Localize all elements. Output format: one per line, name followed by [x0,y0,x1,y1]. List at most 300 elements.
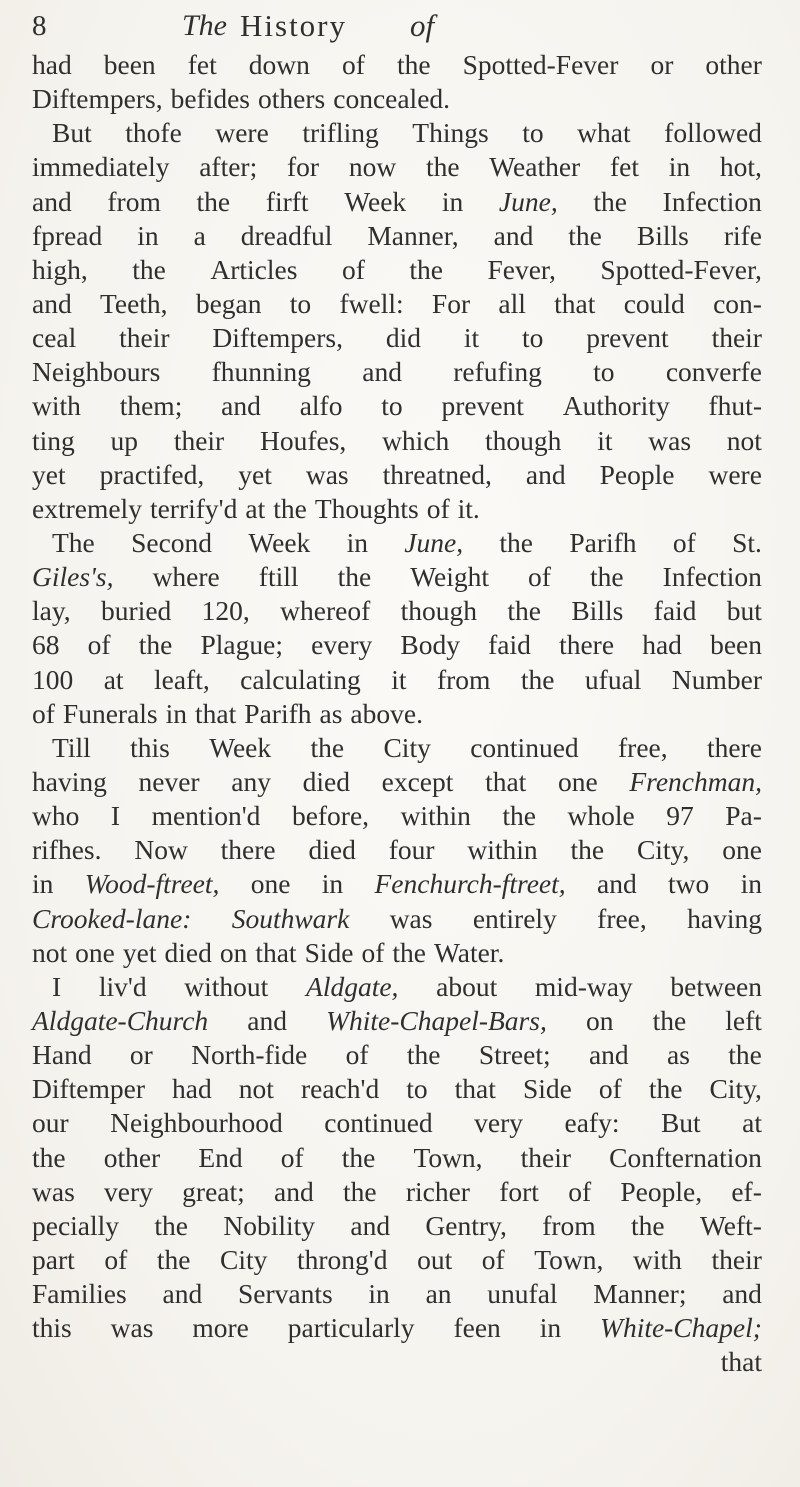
word: them; [119,390,183,422]
word: yet [238,458,272,490]
word: in [368,1278,390,1310]
text-line [32,1038,762,1072]
body-text [32,48,762,1379]
word: above. [350,697,423,729]
word: to [522,117,544,149]
word: fet [609,151,639,183]
word: richer [405,1175,470,1207]
word: one [75,936,115,968]
word: Frenchman, [629,765,762,797]
text-line [32,628,762,662]
word: Body [400,629,460,661]
word: that [454,1073,496,1105]
word: the [502,800,536,832]
text-line [32,663,762,697]
word: free, [597,902,647,934]
word: this [32,1312,72,1344]
word: calculating [240,663,361,695]
word: died [164,936,212,968]
word: the [425,151,460,183]
word: Side [304,936,354,968]
text-line [32,902,762,936]
word: followed [664,117,762,149]
word: within [467,834,538,866]
word: of [341,253,365,285]
word: Town, [413,1141,483,1173]
word: prevent [586,322,669,354]
word: from [542,1209,596,1241]
text-line [32,560,762,594]
word: leaft, [153,663,210,695]
word: of [32,697,55,729]
word: the [396,49,431,80]
word: the [32,1141,66,1173]
word: to [593,356,615,388]
word: converfe [665,356,762,388]
word: now [348,151,397,183]
word: End [198,1141,243,1173]
word: I [52,970,62,1002]
word: entirely [472,902,557,934]
word: Infection [662,185,762,217]
word: died [308,834,356,866]
word: Side [522,1073,572,1105]
word: the [652,1004,687,1036]
word: and [32,287,72,319]
word: Manner; [593,1278,687,1310]
word: ceal [32,322,77,354]
word: there [559,629,615,661]
word: of [568,1175,592,1207]
word: Neighbourhood [110,1107,283,1139]
word: there [706,731,762,763]
word: City, [709,1073,762,1105]
word: though [485,424,562,456]
word: in [539,1312,562,1344]
word: it. [457,492,480,524]
word: But [660,1107,701,1139]
word: Houfes, [259,424,347,456]
running-title-history: History [240,8,347,43]
word: the [593,185,627,217]
word: and [596,868,637,900]
word: though [400,595,477,627]
text-line [32,833,762,867]
word: lay, [32,595,71,627]
text-line [32,970,762,1004]
word: Wood-ftreet, [84,868,220,900]
word: North-fide [191,1039,308,1071]
word: 120, [201,595,250,627]
text-line [32,116,762,150]
word: it [391,663,407,695]
text-line [32,287,762,321]
word: every [311,629,373,661]
word: not [238,1073,274,1105]
word: Diftempers, [212,322,343,354]
word: Pa- [725,800,762,832]
word: trifling [302,117,379,149]
word: in [321,868,344,900]
word: White-Chapel-Bars, [326,1004,547,1036]
word: had [642,629,682,661]
word: having [687,902,762,934]
word: in [32,868,54,900]
word: Thoughts [314,492,419,524]
word: been [103,49,156,80]
word: and [362,356,402,388]
word: Families [32,1278,127,1310]
word: our [32,1107,69,1139]
word: Authority [562,390,670,422]
word: two [668,868,710,900]
text-line [32,1175,762,1209]
word: the [507,595,541,627]
word: other [103,1141,161,1173]
word: or [129,1039,153,1071]
word: an [425,1278,452,1310]
word: fwell: [339,287,404,319]
word: their [711,1243,762,1275]
word: dreadful [240,219,333,251]
word: in [346,526,368,558]
word: one [557,765,598,797]
word: and [493,219,534,251]
word: the [499,526,534,558]
word: fort [499,1175,539,1207]
text-line [32,765,762,799]
word: the [392,936,426,968]
text-line [32,253,762,287]
word: reach'd [300,1073,380,1105]
word: of [426,492,450,524]
word: left [725,1004,762,1036]
word: except [381,765,454,797]
page-number: 8 [32,10,47,42]
word: Plague; [200,629,283,661]
word: of [345,1039,369,1071]
word: of [280,1141,304,1173]
word: Town, [534,1243,604,1275]
word: Infection [662,561,762,593]
word: and [162,1278,203,1310]
word: part [32,1243,75,1275]
text-line [32,82,762,116]
word: at [103,663,124,695]
word: feen [453,1312,501,1344]
word: particularly [287,1312,415,1344]
word: Week [209,731,272,763]
word: the [196,185,231,217]
word: very [474,1107,524,1139]
word: their [711,322,762,354]
word: Southwark [231,902,350,934]
word: and [32,185,72,217]
word: 100 [32,663,74,695]
word: for [286,151,320,183]
word: it [597,424,613,456]
word: at [245,492,266,524]
running-head [32,4,752,48]
word: Fever, [487,253,556,285]
catchword [32,1345,762,1379]
word: the [156,1243,191,1275]
word: was [305,458,349,490]
word: their [520,1141,572,1173]
word: Water. [434,936,505,968]
word: City [220,1243,268,1275]
word: and [350,1209,391,1241]
word: Spotted-Fever, [600,253,762,285]
word: Street; [478,1039,551,1071]
word: rife [723,219,762,251]
word: and [247,1004,287,1036]
word: the [409,253,443,285]
word: the [648,1073,683,1105]
word: from [107,185,161,217]
word: that [255,936,297,968]
running-title-of: of [410,8,435,43]
word: continued [470,731,579,763]
word: Till [52,731,91,763]
word: out [417,1243,453,1275]
word: the [341,1141,376,1173]
word: Crooked-lane: [32,902,192,934]
word: about [436,970,498,1002]
word: never [138,765,200,797]
word: and [588,1039,629,1071]
text-line [32,1277,762,1311]
word: rifhes. [32,834,102,866]
text-line [32,1311,762,1345]
word: Week [344,185,407,217]
word: their [119,322,170,354]
word: mention'd [151,800,261,832]
word: within [400,800,471,832]
word: who [32,800,80,832]
word: the [590,561,624,593]
word: hot, [719,151,762,183]
word: Servants [237,1278,333,1310]
word: of [87,629,111,661]
word: that [720,1346,762,1378]
word: other [705,49,762,80]
word: Giles's, [32,561,114,593]
word: the [138,629,173,661]
word: but [726,595,762,627]
word: in [137,219,159,251]
word: The [52,526,95,558]
word: Gentry, [425,1209,507,1241]
word: of [361,936,385,968]
word: or [650,49,674,80]
word: continued [324,1107,433,1139]
word: Second [131,526,213,558]
word: down [248,49,310,80]
word: ufual [584,663,642,695]
word: without [184,970,269,1002]
word: People, [620,1175,703,1207]
text-line [32,526,762,560]
word: the [342,1175,377,1207]
word: was [110,1312,154,1344]
word: to [381,390,403,422]
word: Nobility [223,1209,316,1241]
word: the [728,1039,762,1071]
word: were [708,458,762,490]
text-line [32,1209,762,1243]
word: at [742,1107,762,1139]
word: of [598,1073,622,1105]
text-line [32,1243,762,1277]
word: the [570,834,605,866]
word: Weft- [699,1209,762,1241]
word: Now [134,834,188,866]
word: of [672,526,696,558]
word: that [485,765,527,797]
word: been [710,629,762,661]
word: and [722,1278,762,1310]
word: ftill [258,561,299,593]
word: as [319,697,343,729]
text-line [32,799,762,833]
text-line [32,185,762,219]
word: liv'd [98,970,147,1002]
word: ef- [731,1175,762,1207]
word: was [32,1175,75,1207]
word: had [32,49,72,80]
word: with [633,1243,682,1275]
running-title-the: The [182,9,227,42]
word: any [231,765,271,797]
word: one [722,834,762,866]
word: and [525,458,566,490]
word: of [341,49,365,80]
word: and [274,1175,314,1207]
word: June, [498,185,558,217]
word: and [221,390,261,422]
word: one [250,868,291,900]
word: But [52,117,92,149]
word: having [32,765,107,797]
word: the [520,663,555,695]
word: had [172,1073,212,1105]
word: their [173,424,225,456]
text-line [32,355,762,389]
word: on [219,936,248,968]
word: eafy: [564,1107,620,1139]
word: it [463,322,480,354]
word: 68 [32,629,60,661]
word: Aldgate, [306,970,399,1002]
word: 97 [666,800,694,832]
word: practifed, [99,458,205,490]
word: Diftemper [32,1073,146,1105]
word: where [152,561,220,593]
text-line [32,48,762,82]
word: City [383,731,431,763]
text-line [32,389,762,423]
word: to [289,287,312,319]
word: whole [567,800,635,832]
word: For [431,287,471,319]
text-line [32,321,762,355]
text-line [32,458,762,492]
word: the [406,1039,441,1071]
word: terrify'd [149,492,238,524]
word: mid-way [534,970,633,1002]
word: the [273,492,307,524]
word: with [32,390,81,422]
word: which [382,424,450,456]
word: between [670,970,762,1002]
word: more [192,1312,249,1344]
word: from [436,663,491,695]
word: yet [32,458,66,490]
word: Things [412,117,489,149]
word: Spotted-Fever [462,49,619,80]
word: four [388,834,435,866]
word: not [726,424,762,456]
word: was [389,902,433,934]
word: concealed. [333,83,451,115]
word: of [104,1243,128,1275]
text-line [32,219,762,253]
word: the [310,731,345,763]
text-line [32,492,762,526]
text-line [32,731,762,765]
word: fhunning [211,356,311,388]
word: faid [653,595,697,627]
word: People [599,458,675,490]
word: Confternation [609,1141,762,1173]
word: died [302,765,350,797]
word: of [481,1243,505,1275]
word: fhut- [708,390,762,422]
word: in [441,185,464,217]
word: to [406,1073,428,1105]
word: all [498,287,526,319]
word: Bills [571,595,624,627]
word: whereof [280,595,371,627]
word: firft [265,185,309,217]
word: threatned, [382,458,492,490]
word: Weather [489,151,581,183]
text-line [32,150,762,184]
word: in [740,868,762,900]
word: in [165,697,188,729]
word: immediately [32,151,170,183]
word: were [215,117,269,149]
word: began [195,287,262,319]
word: ting [32,424,75,456]
word: pecially [32,1209,120,1241]
word: City, [636,834,690,866]
word: Parifh [244,697,312,729]
word: Articles [210,253,298,285]
word: could [623,287,685,319]
word: St. [732,526,762,558]
word: faid [488,629,531,661]
word: Weight [410,561,489,593]
word: the [132,253,166,285]
word: Teeth, [100,287,168,319]
word: Week [248,526,311,558]
word: throng'd [296,1243,388,1275]
word: to [521,322,544,354]
word: not [32,936,68,968]
word: fet [187,49,217,80]
